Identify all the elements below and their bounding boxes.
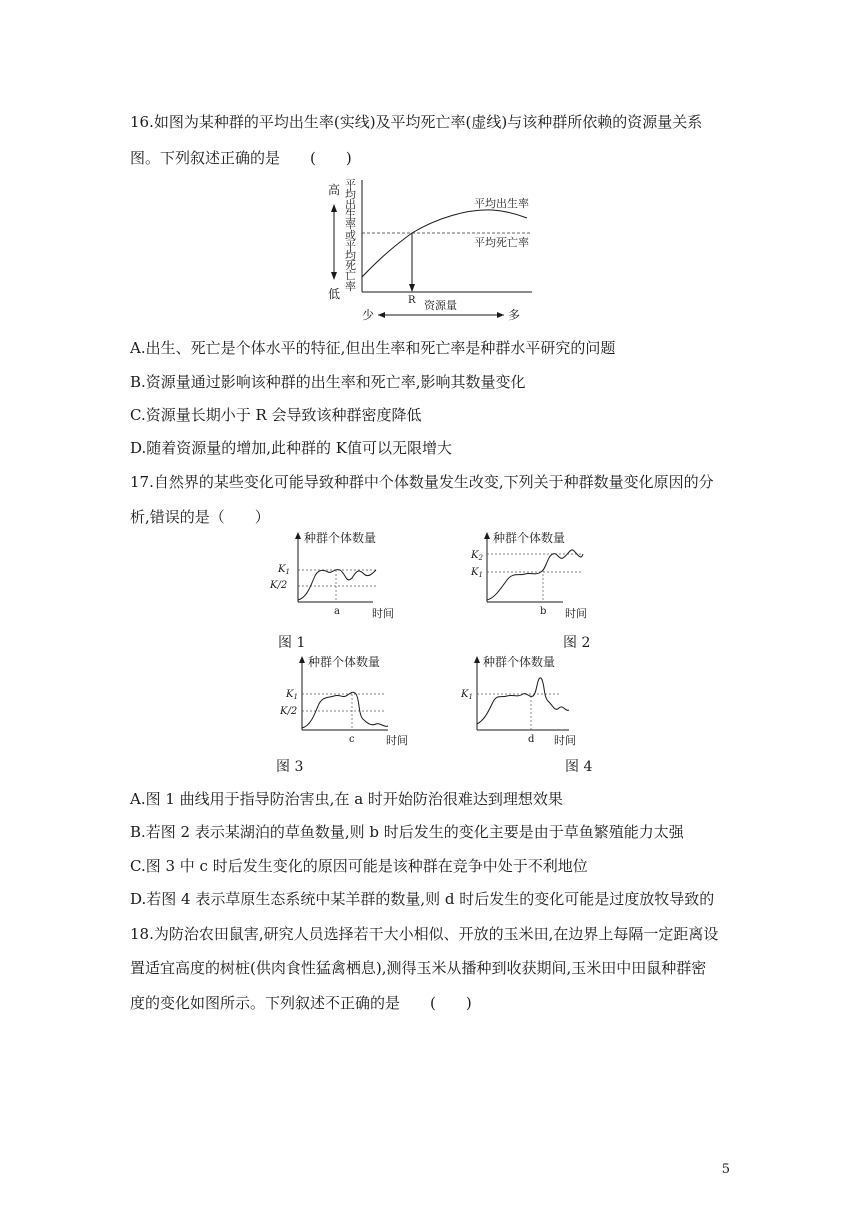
q18-stem-line1: 18.为防治农田鼠害,研究人员选择若干大小相似、开放的玉米田,在边界上每隔一定距离设: [130, 925, 719, 943]
q16-option-b: B.资源量通过影响该种群的出生率和死亡率,影响其数量变化: [130, 373, 526, 391]
fig2-caption: 图 2: [563, 635, 591, 651]
svg-text:出: 出: [345, 198, 356, 211]
svg-text:率: 率: [345, 218, 356, 231]
fig1-caption: 图 1: [278, 635, 306, 651]
q17-figure-1: [268, 530, 408, 622]
svg-text:死: 死: [345, 259, 356, 272]
fig4-caption: 图 4: [565, 759, 593, 775]
q16-stem-line2: 图。下列叙述正确的是 ( ): [130, 149, 352, 167]
fig4-xlabel: 时间: [554, 734, 576, 747]
svg-text:平: 平: [345, 239, 356, 252]
q17-figure-4: [457, 654, 597, 748]
q16-figure: [322, 176, 552, 326]
q17-stem-line1: 17.自然界的某些变化可能导致种群中个体数量发生改变,下列关于种群数量变化原因的分: [130, 473, 714, 491]
q16-option-d: D.随着资源量的增加,此种群的 K值可以无限增大: [130, 439, 453, 457]
q17-option-a: A.图 1 曲线用于指导防治害虫,在 a 时开始防治很难达到理想效果: [130, 790, 563, 808]
fig2-k-lower: $K_1$: [471, 567, 483, 579]
y-axis-label: [345, 178, 356, 293]
fig3-time-mark: c: [349, 734, 355, 745]
x-axis-high: 多: [508, 308, 521, 322]
q16-stem-line1: 16.如图为某种群的平均出生率(实线)及平均死亡率(虚线)与该种群所依赖的资源量关系: [130, 113, 703, 131]
q18-stem-line2: 置适宜高度的树桩(供肉食性猛禽栖息),测得玉米从播种到收获期间,玉米田中田鼠种群密: [130, 959, 707, 977]
fig3-k-lower: K/2: [280, 706, 298, 717]
r-label: R: [408, 295, 416, 306]
fig4-title: 种群个体数量: [483, 655, 556, 669]
q17-stem-line2: 析,错误的是（ ）: [130, 508, 270, 526]
q17-figure-3: [278, 654, 418, 748]
fig3-k-upper: $K_1$: [286, 689, 298, 701]
svg-text:平: 平: [345, 178, 356, 191]
birth-rate-label: 平均出生率: [474, 197, 529, 210]
fig1-k-upper: $K_1$: [278, 564, 290, 576]
page-number: 5: [721, 1162, 730, 1177]
fig1-k-lower: K/2: [270, 580, 288, 591]
x-axis-low: 少: [362, 308, 375, 322]
svg-text:均: 均: [345, 249, 356, 262]
q17-figure-2: [463, 530, 603, 622]
q17-option-b: B.若图 2 表示某湖泊的草鱼数量,则 b 时后发生的变化主要是由于草鱼繁殖能力太强: [130, 823, 684, 841]
y-axis-high: 高: [328, 183, 341, 197]
q18-stem-line3: 度的变化如图所示。下列叙述不正确的是 ( ): [130, 994, 472, 1012]
fig3-title: 种群个体数量: [308, 655, 381, 669]
fig2-time-mark: b: [540, 606, 547, 617]
fig2-title: 种群个体数量: [493, 531, 566, 545]
fig4-k-upper: $K_1$: [461, 689, 473, 701]
svg-text:亡: 亡: [345, 269, 356, 282]
q16-option-c: C.资源量长期小于 R 会导致该种群密度降低: [130, 406, 422, 424]
fig2-k-upper: $K_2$: [471, 550, 483, 562]
svg-text:率: 率: [345, 280, 356, 293]
death-rate-label: 平均死亡率: [474, 236, 529, 249]
y-axis-low: 低: [328, 287, 341, 301]
svg-text:生: 生: [345, 208, 356, 221]
x-axis-label: 资源量: [424, 299, 457, 312]
svg-text:均: 均: [345, 188, 356, 201]
fig4-time-mark: d: [528, 734, 535, 745]
fig1-xlabel: 时间: [372, 607, 394, 620]
fig1-time-mark: a: [334, 606, 340, 617]
q17-option-c: C.图 3 中 c 时后发生变化的原因可能是该种群在竞争中处于不利地位: [130, 857, 588, 875]
q16-option-a: A.出生、死亡是个体水平的特征,但出生率和死亡率是种群水平研究的问题: [130, 339, 616, 357]
fig1-title: 种群个体数量: [304, 531, 377, 545]
fig3-xlabel: 时间: [386, 734, 408, 747]
fig2-xlabel: 时间: [565, 607, 587, 620]
q17-option-d: D.若图 4 表示草原生态系统中某羊群的数量,则 d 时后发生的变化可能是过度放牧导致的: [130, 890, 715, 908]
fig3-caption: 图 3: [276, 759, 304, 775]
svg-text:或: 或: [345, 229, 356, 242]
